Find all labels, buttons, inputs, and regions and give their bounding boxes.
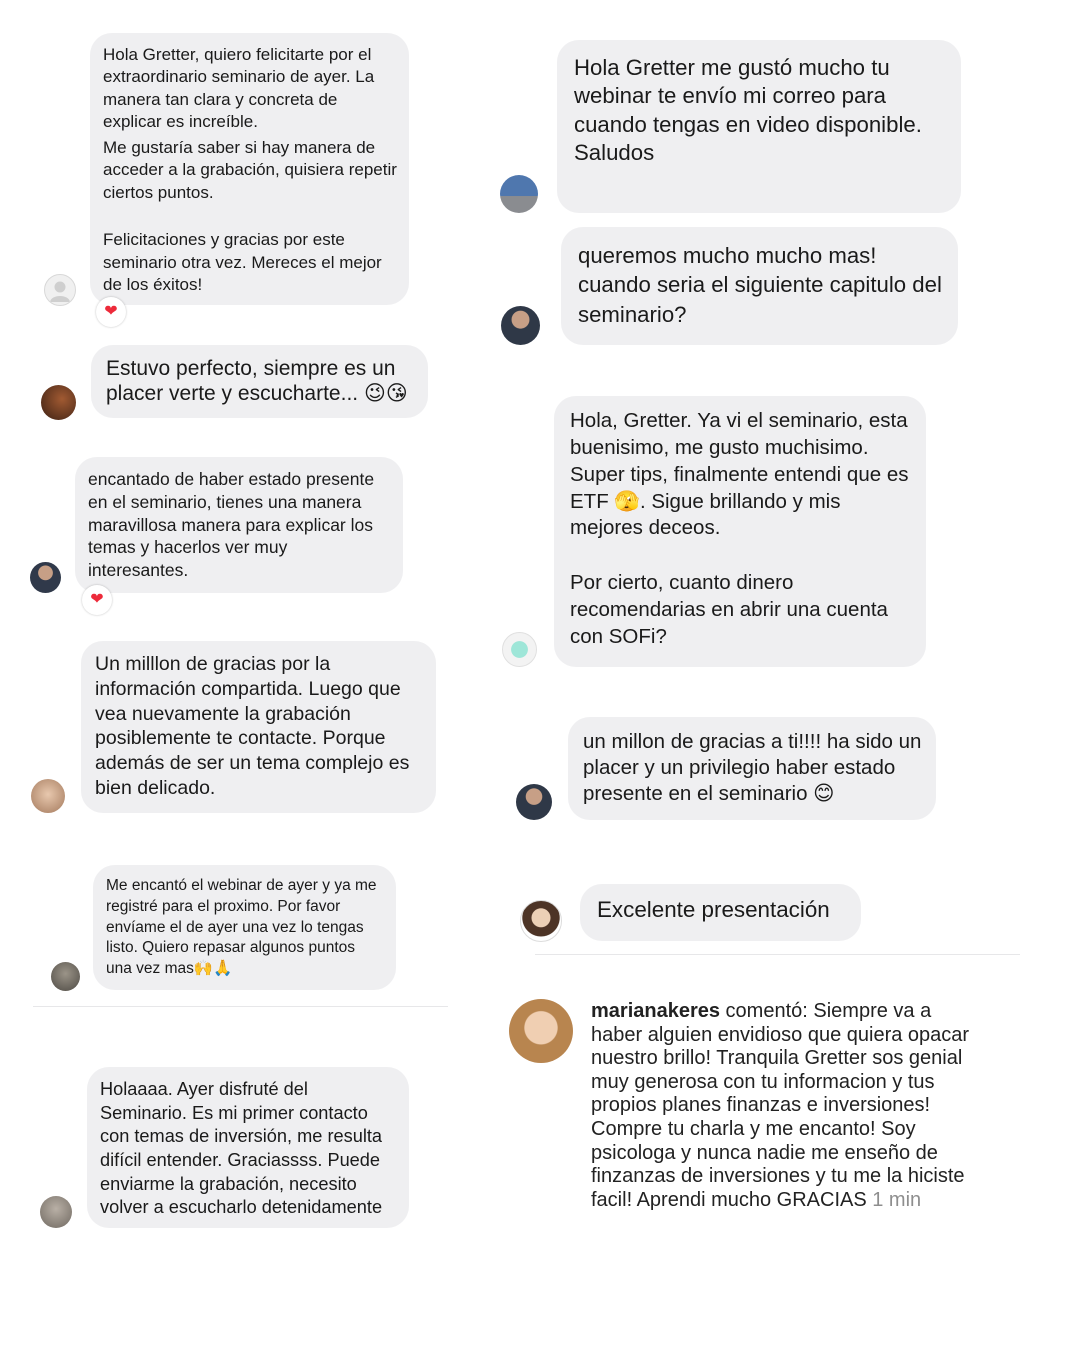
message-text: Me encantó el webinar de ayer y ya me registré para el proximo. Por favor envíame el de ayer una vez lo tengas listo. Quiero repasar algunos puntos una vez mas🙌🙏 xyxy=(106,877,377,978)
comment-timestamp: 1 min xyxy=(872,1188,922,1211)
person-placeholder-icon xyxy=(45,275,75,305)
avatar[interactable] xyxy=(500,175,538,213)
section-divider xyxy=(33,1006,448,1007)
message-bubble xyxy=(93,865,396,990)
comment-body xyxy=(591,1000,971,1212)
message-bubble xyxy=(75,457,403,593)
heart-icon[interactable]: ❤ xyxy=(82,585,112,615)
comment-verb: comentó: xyxy=(725,1000,808,1022)
avatar-placeholder[interactable] xyxy=(44,274,76,306)
message-bubble xyxy=(87,1067,409,1228)
section-divider xyxy=(535,954,1020,955)
avatar[interactable] xyxy=(41,385,76,420)
message-bubble xyxy=(568,717,936,820)
message-text: Estuvo perfecto, siempre es un placer verte y escucharte... 😉😘 xyxy=(106,357,408,406)
avatar[interactable] xyxy=(51,962,80,991)
avatar[interactable] xyxy=(40,1196,72,1228)
message-text: Felicitaciones y gracias por este seminario otra vez. Mereces el mejor de los éxitos! xyxy=(103,230,382,294)
message-text: un millon de gracias a ti!!!! ha sido un placer y un privilegio haber estado presente en el seminario 😊 xyxy=(583,730,922,806)
avatar[interactable] xyxy=(502,632,537,667)
avatar[interactable] xyxy=(30,562,61,593)
message-text: Por cierto, cuanto dinero recomendarias en abrir una cuenta con SOFi? xyxy=(570,571,888,648)
message-bubble xyxy=(557,40,961,213)
message-bubble xyxy=(561,227,958,345)
message-bubble xyxy=(90,33,409,305)
avatar[interactable] xyxy=(520,900,562,942)
avatar[interactable] xyxy=(501,306,540,345)
comment-username[interactable]: marianakeres xyxy=(591,1000,720,1022)
message-text: Excelente presentación xyxy=(597,897,830,922)
comment-text: Siempre va a haber alguien envidioso que quiera opacar nuestro brillo! Tranquila Gretter sos genial muy generosa con tu informacion y tus propios planes finanzas e inversiones! Compre tu charla y me encanto! Soy psicologa y nunca nadie me enseño de finzanzas de inversiones y tu me la hiciste facil! Aprendi mucho GRACIAS xyxy=(591,1000,970,1211)
commenter-avatar[interactable] xyxy=(509,999,573,1063)
message-text: encantado de haber estado presente en el seminario, tienes una manera maravillosa manera para explicar los temas y hacerlos ver muy interesantes. xyxy=(88,469,375,580)
message-text: Hola Gretter me gustó mucho tu webinar te envío mi correo para cuando tengas en video disponible. Saludos xyxy=(574,55,922,166)
message-bubble xyxy=(580,884,861,941)
message-text: Hola Gretter, quiero felicitarte por el extraordinario seminario de ayer. La manera tan clara y concreta de explicar es increíble. xyxy=(103,45,375,132)
message-text: Hola, Gretter. Ya vi el seminario, esta buenisimo, me gusto muchisimo. Super tips, finalmente entendi que es ETF 🫣. Sigue brillando y mis mejores deceos. xyxy=(570,409,909,540)
avatar[interactable] xyxy=(516,784,552,820)
heart-icon[interactable]: ❤ xyxy=(96,297,126,327)
message-bubble xyxy=(81,641,436,813)
message-text: queremos mucho mucho mas! cuando seria el siguiente capitulo del seminario? xyxy=(578,243,942,327)
message-bubble xyxy=(91,345,428,418)
message-bubble xyxy=(554,396,926,667)
avatar[interactable] xyxy=(31,779,65,813)
message-text: Me gustaría saber si hay manera de acceder a la grabación, quisiera repetir ciertos puntos. xyxy=(103,137,397,202)
message-text: Holaaaa. Ayer disfruté del Seminario. Es mi primer contacto con temas de inversión, me resulta difícil entender. Graciassss. Puede enviarme la grabación, necesito volver a escucharlo detenidamente xyxy=(100,1079,383,1218)
message-text: Un milllon de gracias por la información compartida. Luego que vea nuevamente la grabación posiblemente te contacte. Porque además de ser un tema complejo es bien delicado. xyxy=(95,653,410,799)
